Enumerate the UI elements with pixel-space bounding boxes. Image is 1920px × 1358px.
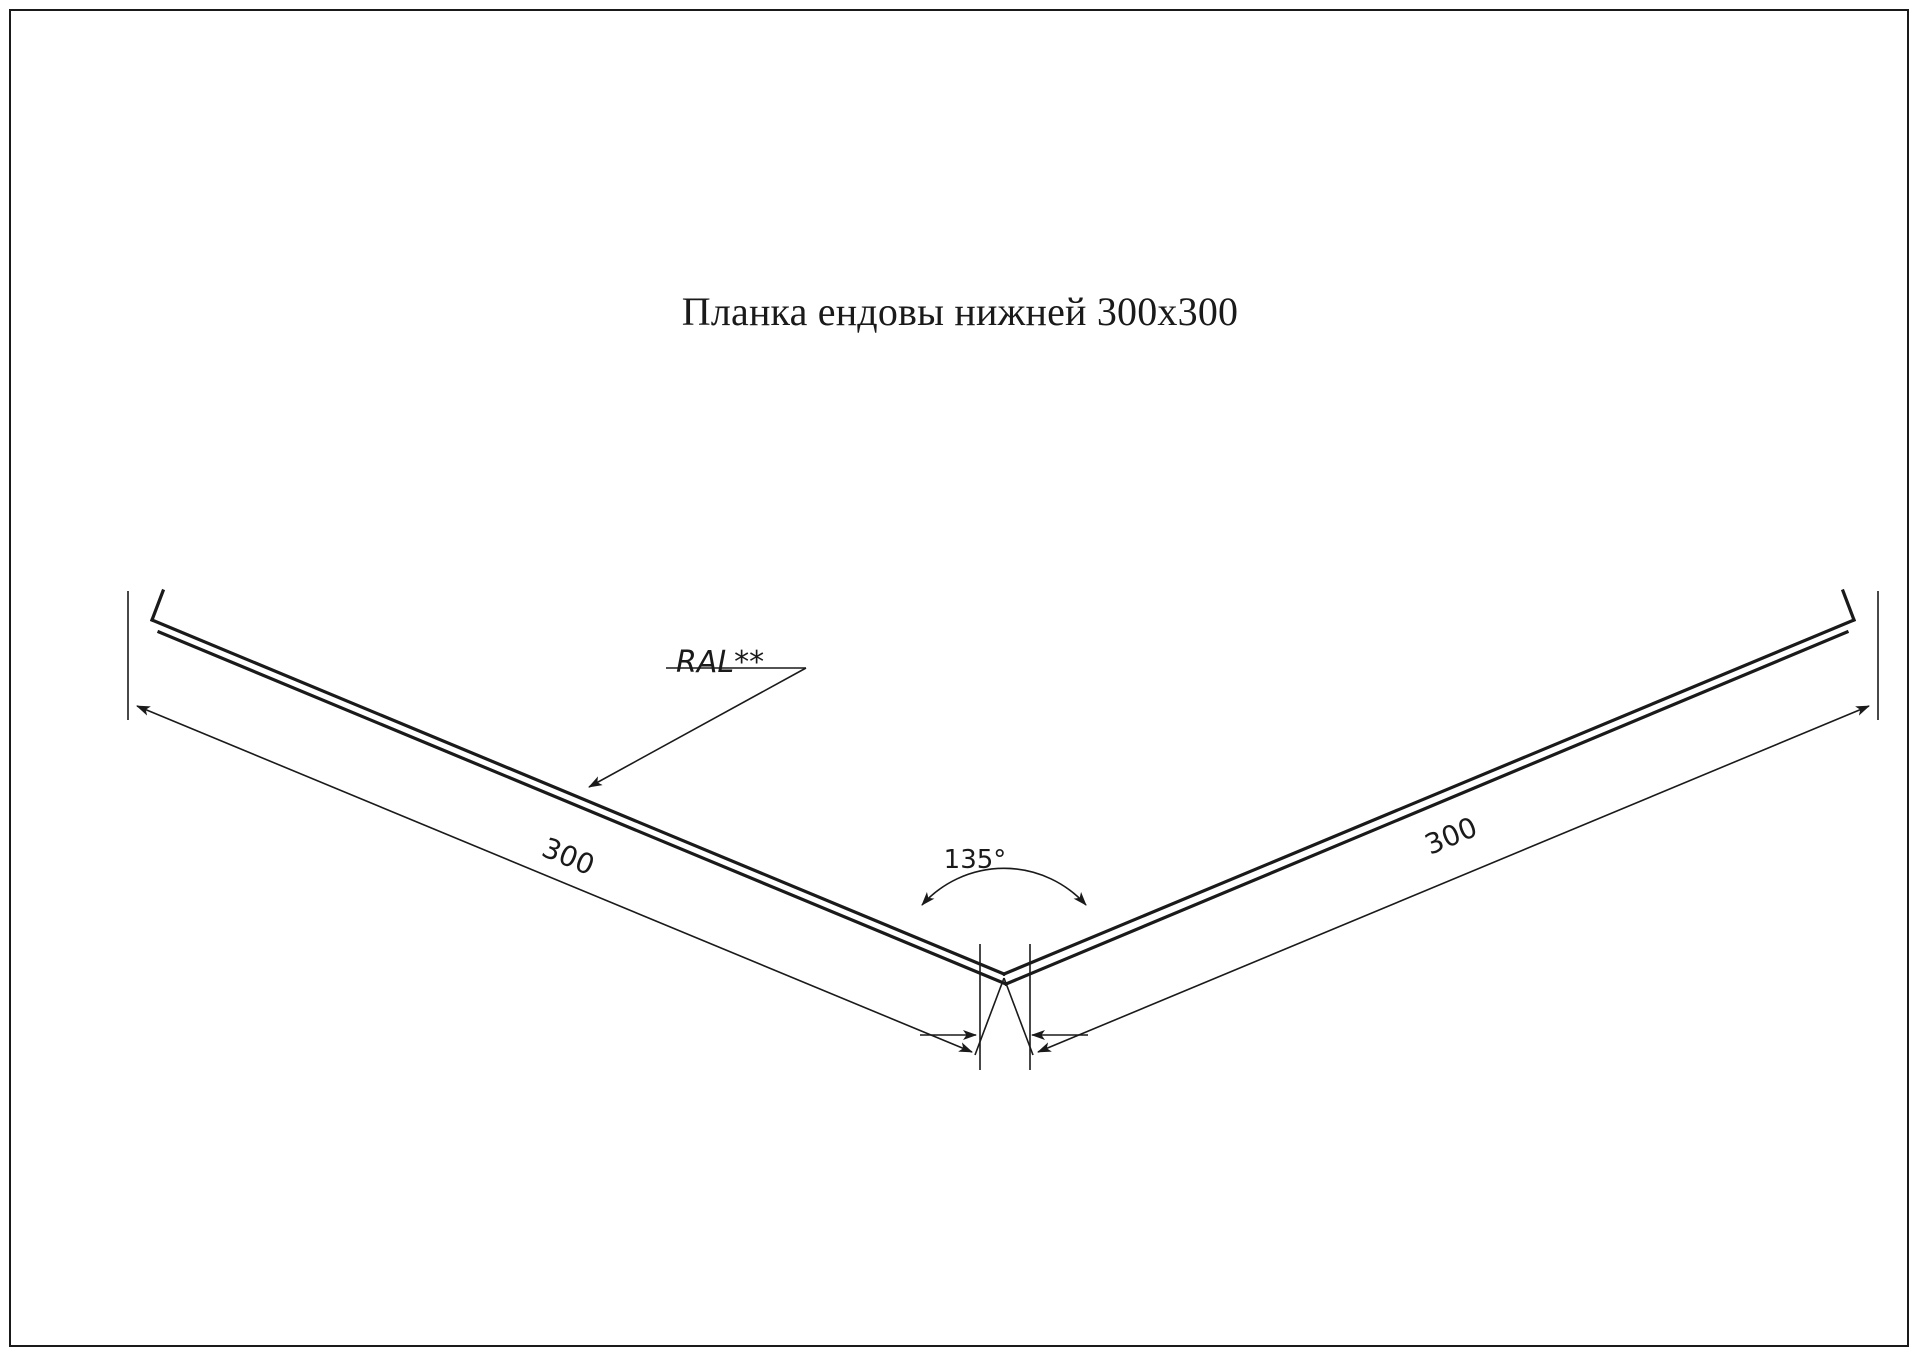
right-dimension-label: 300: [1420, 810, 1483, 862]
left-dimension-label: 300: [537, 830, 600, 883]
page-title: Планка ендовы нижней 300x300: [681, 289, 1239, 334]
ral-label: RAL**: [676, 645, 765, 680]
profile-outline: [152, 591, 1854, 984]
apex-angle-marks: [920, 978, 1088, 1055]
angle-label: 135°: [943, 845, 1007, 875]
ral-leader: [589, 668, 806, 787]
